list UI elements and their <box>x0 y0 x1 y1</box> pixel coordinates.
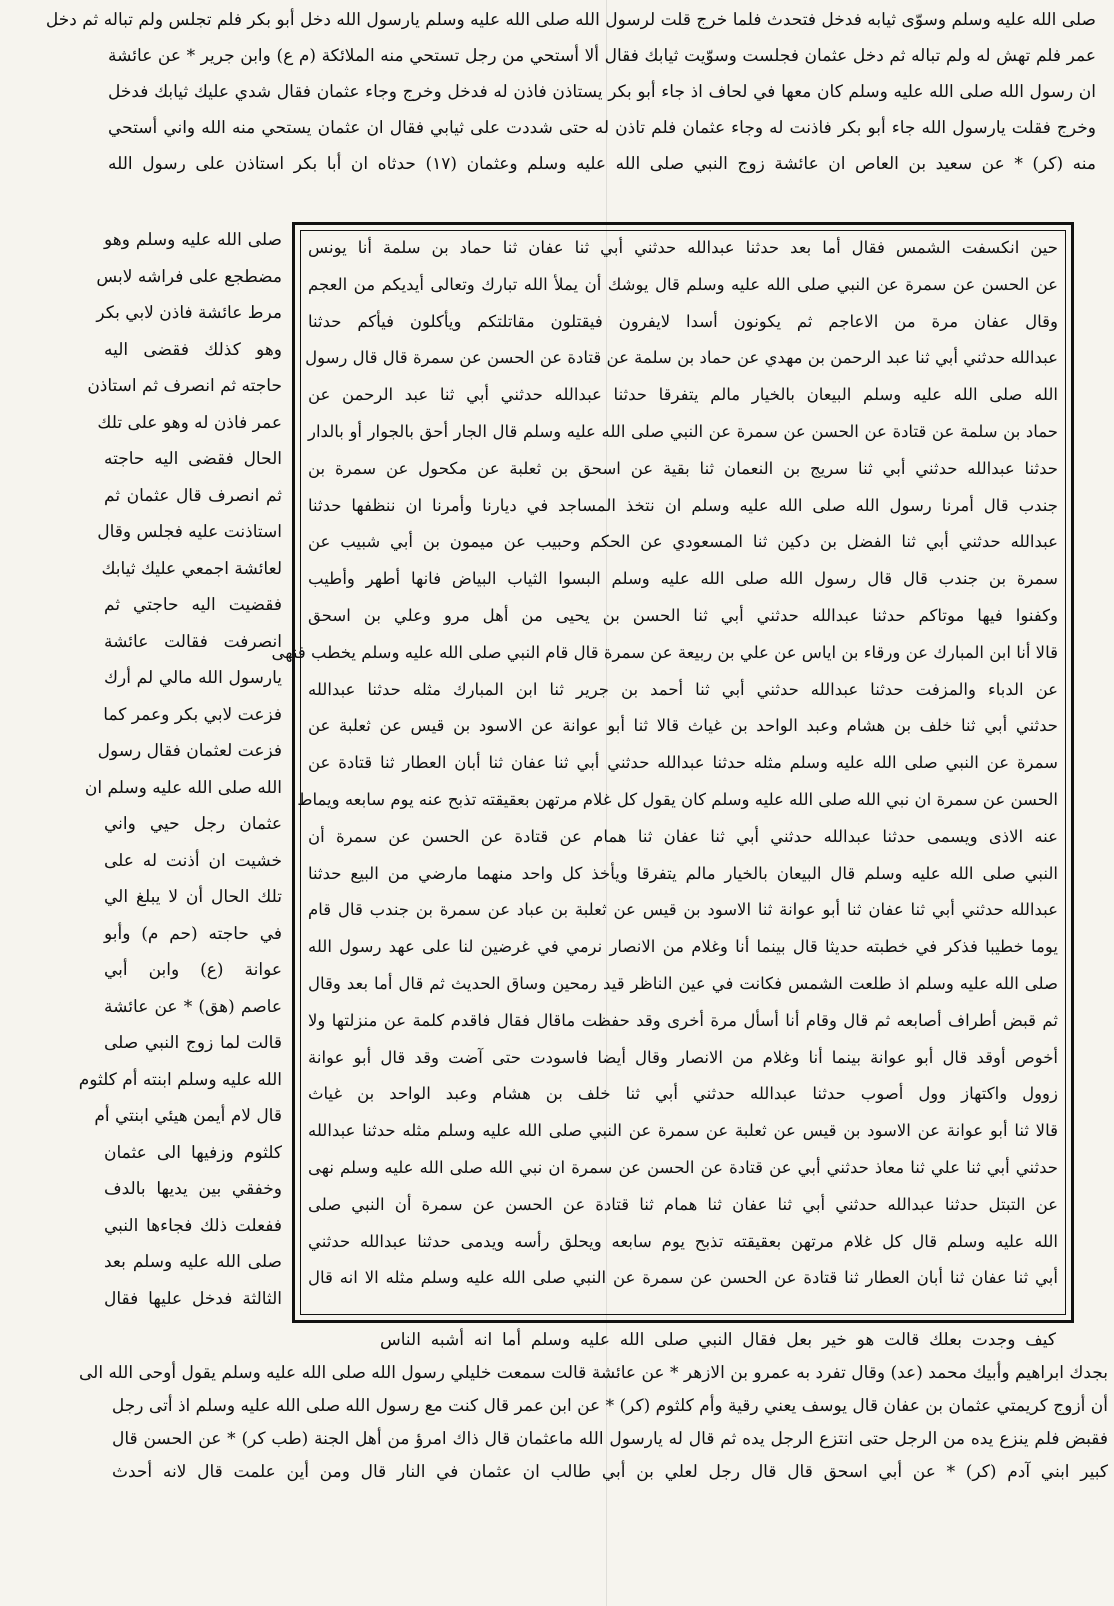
margin-text-line: مرط عائشة فاذن لابي بكر <box>96 303 282 323</box>
margin-text-line: فزعت لعثمان فقال رسول <box>97 741 282 761</box>
main-text-line: صلى الله عليه وسلم اذ طلعت الشمس فكانت في عين الناظر قيد رمحين وساق الحديث ثم قال أما بعد وقال <box>308 974 1058 993</box>
margin-text-line: عاصم (هق) * عن عائشة <box>104 996 282 1017</box>
main-text-line: جندب قال أمرنا رسول الله صلى الله عليه وسلم ان نتخذ المساجد في ديارنا وأمرنا ان ننظفها حدثنا <box>308 495 1058 515</box>
main-text-line: وقال عفان مرة من الاعاجم ثم يكونون أسدا لايفرون فيقتلون مقاتلتكم ويأكلون فيأكم حدثنا <box>308 311 1058 331</box>
margin-text-line: فقضيت اليه حاجتي ثم <box>104 595 282 615</box>
main-text-line: حين انكسفت الشمس فقال أما بعد حدثنا عبدالله حدثني أبي ثنا عفان ثنا حماد بن سلمة أنا يونس <box>308 238 1058 257</box>
margin-text-line: عوانة (ع) وابن أبي <box>104 960 282 980</box>
main-text-line: سمرة عن النبي صلى الله عليه وسلم مثله حدثنا عبدالله حدثني أبي ثنا عفان ثنا أبان العطار ثنا قتادة عن <box>308 753 1058 773</box>
margin-text-line: ثم انصرف قال عثمان ثم <box>104 485 282 506</box>
main-text-line: الحسن عن سمرة ان نبي الله صلى الله عليه وسلم كان يقول كل غلام مرتهن بعقيقته تذبح عنه يوم سابعه ويماط <box>297 790 1058 809</box>
margin-text-line: تلك الحال أن لا يبلغ الي <box>104 887 282 907</box>
margin-text-line: قال لام أيمن هيئي ابنتي أم <box>94 1106 282 1126</box>
bottom-text-line: كيف وجدت بعلك قالت هو خير بعل فقال النبي صلى الله عليه وسلم أما انه أشبه الناس <box>380 1330 1056 1350</box>
main-text-line: أخوص أوقد قال أبو عوانة بينما أنا وغلام من الانصار وقال أيضا فاسودت حتى آضت وقد قال أبو عوانة <box>308 1047 1058 1067</box>
margin-text-line: استاذنت عليه فجلس وقال <box>97 522 282 542</box>
margin-text-line: الثالثة فدخل عليها فقال <box>104 1288 282 1309</box>
bottom-text-line: أن أزوج كريمتي عثمان بن عفان قال يوسف يعني رقية وأم كلثوم (كر) * عن ابن عمر قال كنت مع رسول الله صلى الله عليه وسلم اذ أتى رجل <box>111 1396 1108 1416</box>
margin-text-line: عثمان رجل حيي واني <box>104 814 282 834</box>
top-text-line: وخرج فقلت يارسول الله جاء أبو بكر فاذنت له وجاء عثمان فلم تاذن له حتى شددت على ثيابي فقال ان عثمان يستحي منه الله واني أستحي <box>108 118 1096 138</box>
main-text-line: سمرة بن جندب قال قال رسول الله صلى الله عليه وسلم البسوا الثياب البياض فانها أطهر وأطيب <box>308 569 1058 589</box>
main-text-line: وكفنوا فيها موتاكم حدثنا عبدالله حدثني أبي ثنا الحسن بن يحيى من أهل مرو وعلي بن اسحق <box>308 606 1058 625</box>
margin-text-line: عمر فاذن له وهو على تلك <box>97 412 282 433</box>
margin-text-line: في حاجته (حم م) وأبو <box>104 923 282 944</box>
margin-text-line: قالت لما زوج النبي صلى <box>104 1033 282 1053</box>
main-text-line: قالا أنا ابن المبارك عن ورقاء بن اياس عن علي بن ربيعة عن سمرة قال قام النبي صلى الله عليه وسلم يخطب فنهى <box>271 642 1058 662</box>
margin-text-line: حاجته ثم انصرف ثم استاذن <box>87 376 282 396</box>
main-text-line: النبي صلى الله عليه وسلم قال البيعان بالخيار مالم يتفرقا ويأخذ كل واحد منهما مارضي من البيع حدثنا <box>308 863 1058 883</box>
main-text-line: عبدالله حدثني أبي ثنا الفضل بن دكين ثنا المسعودي عن الحكم وحبيب عن ميمون بن أبي شبيب عن <box>308 532 1058 552</box>
main-text-line: أبي ثنا عفان ثنا أبان العطار ثنا قتادة عن الحسن عن سمرة عن النبي صلى الله عليه وسلم مثله الا انه قال <box>308 1268 1058 1288</box>
bottom-text-line: فقبض فلم ينزع يده من الرجل حتى انتزع الرجل يده ثم قال له يارسول الله ماعثمان قال ذاك امرؤ من أهل الجنة (طب كر) * عن الحسن قال <box>112 1429 1108 1449</box>
top-text-line: منه (كر) * عن سعيد بن العاص ان عائشة زوج النبي صلى الله عليه وسلم وعثمان (١٧) حدثاه ان أبا بكر استاذن على رسول الله <box>108 154 1096 174</box>
main-text-line: زوول واكتهاز وول أصوب حدثنا عبدالله حدثني أبي ثنا خلف بن هشام وعبد الواحد بن غياث <box>308 1084 1058 1104</box>
main-text-line: الله عليه وسلم قال كل غلام مرتهن بعقيقته تذبح يوم سابعه ويحلق رأسه ويدمى حدثنا عبدالله حدثني <box>308 1231 1058 1251</box>
margin-text-line: الله صلى الله عليه وسلم ان <box>84 777 282 798</box>
margin-text-line: صلى الله عليه وسلم وهو <box>104 230 282 250</box>
main-text-line: عن التبتل حدثنا عبدالله حدثني أبي ثنا عفان ثنا همام ثنا قتادة عن الحسن عن سمرة أن النبي صلى <box>308 1194 1058 1214</box>
main-text-line: عبدالله حدثني أبي ثنا عبد الرحمن بن مهدي عن حماد بن سلمة عن قتادة عن الحسن عن سمرة قال قال رسول <box>305 348 1058 368</box>
margin-text-line: لعائشة اجمعي عليك ثيابك <box>101 558 282 579</box>
margin-text-line: مضطجع على فراشه لابس <box>96 266 282 287</box>
main-text-line: عن الحسن عن سمرة عن النبي صلى الله عليه وسلم قال يوشك أن يملأ الله تبارك وتعالى أيديكم من العجم <box>308 274 1058 294</box>
main-text-line: عن الدباء والمزفت حدثنا عبدالله حدثني أبي ثنا أحمد بن جرير ثنا ابن المبارك مثله حدثنا عبدالله <box>308 679 1058 699</box>
main-text-line: عبدالله حدثني أبي ثنا عفان ثنا أبو عوانة ثنا الاسود بن قيس عن ثعلبة بن عباد عن سمرة بن جندب قال قام <box>308 900 1058 920</box>
margin-text-line: وهو كذلك فقضى اليه <box>104 339 282 360</box>
margin-text-line: كلثوم وزفيها الى عثمان <box>104 1142 282 1163</box>
margin-text-line: يارسول الله مالي لم أرك <box>104 668 282 688</box>
main-text-line: الله صلى الله عليه وسلم البيعان بالخيار مالم يتفرقا حدثنا عبدالله حدثني أبي ثنا عبد الرحمن عن <box>308 385 1058 405</box>
margin-text-line: خشيت ان أذنت له على <box>104 850 282 871</box>
main-text-line: يوما خطيبا فذكر في خطبته حديثا قال بينما أنا وغلام من الانصار نرمي في غرضين لنا على عهد رسول الله <box>308 937 1058 957</box>
main-text-line: عنه الاذى ويسمى حدثنا عبدالله حدثني أبي ثنا عفان ثنا همام عن قتادة عن الحسن عن سمرة أن <box>308 826 1058 846</box>
margin-text-line: انصرفت فقالت عائشة <box>104 631 282 652</box>
main-text-line: قالا ثنا أبو عوانة عن الاسود بن قيس عن ثعلبة عن سمرة عن النبي صلى الله عليه وسلم مثله حدثنا عبدالله <box>308 1121 1058 1141</box>
main-text-line: حدثني أبي ثنا علي ثنا معاذ حدثني أبي عن قتادة عن الحسن عن سمرة ان نبي الله صلى الله عليه وسلم نهى <box>308 1158 1058 1177</box>
margin-text-line: الله عليه وسلم ابنته أم كلثوم <box>78 1069 282 1090</box>
bottom-text-line: كبير ابني آدم (كر) * عن أبي اسحق قال قال رجل لعلي بن أبي طالب ان عثمان في النار قال ومن أين علمت قال لانه أحدث <box>112 1462 1108 1482</box>
top-text-line: ان رسول الله صلى الله عليه وسلم كان معها في لحاف اذ جاء أبو بكر يستاذن فاذن له فدخل وخرج وجاء عثمان فقال شدي عليك ثيابك فدخل <box>108 82 1096 102</box>
main-text-line: حدثني أبي ثنا خلف بن هشام وعبد الواحد بن غياث قالا ثنا أبو عوانة عن الاسود بن قيس عن ثعلبة عن <box>308 716 1058 736</box>
margin-text-line: ففعلت ذلك فجاءها النبي <box>104 1215 282 1236</box>
top-text-line: عمر فلم تهش له ولم تباله ثم دخل عثمان فجلست وسوّيت ثيابك فقال ألا أستحي من رجل تستحي منه الملائكة (م ع) وابن جرير * عن عائشة <box>108 46 1096 66</box>
margin-text-line: صلى الله عليه وسلم بعد <box>104 1252 282 1272</box>
top-text-line: صلى الله عليه وسلم وسوّى ثيابه فدخل فتحدث فلما خرج قلت لرسول الله صلى الله عليه وسلم يارسول الله دخل أبو بكر فلم تجلس ولم تباله ثم دخل <box>45 10 1096 30</box>
margin-text-line: وخفقي بين يديها بالدف <box>104 1179 282 1199</box>
main-text-line: ثم قبض أطراف أصابعه ثم قال وقام أنا أسأل مرة أخرى وقد حفظت ماقال فقال فاقدم كلمة عن منزلتها ولا <box>308 1010 1058 1030</box>
main-text-line: حدثنا عبدالله حدثني أبي ثنا سريج بن النعمان ثنا بقية عن اسحق بن ثعلبة عن مكحول عن سمرة بن <box>308 458 1058 478</box>
bottom-text-line: بجدك ابراهيم وأبيك محمد (عد) وقال تفرد به عمرو بن الازهر * عن عائشة قالت سمعت خليلي رسول الله صلى الله عليه وسلم يقول أوحى الله الى <box>78 1363 1108 1383</box>
margin-text-line: فزعت لابي بكر وعمر كما <box>103 704 282 725</box>
main-text-line: حماد بن سلمة عن قتادة عن الحسن عن سمرة عن النبي صلى الله عليه وسلم قال الجار أحق بالجوار أو بالدار <box>308 422 1058 441</box>
margin-text-line: الحال فقضى اليه حاجته <box>104 449 282 469</box>
